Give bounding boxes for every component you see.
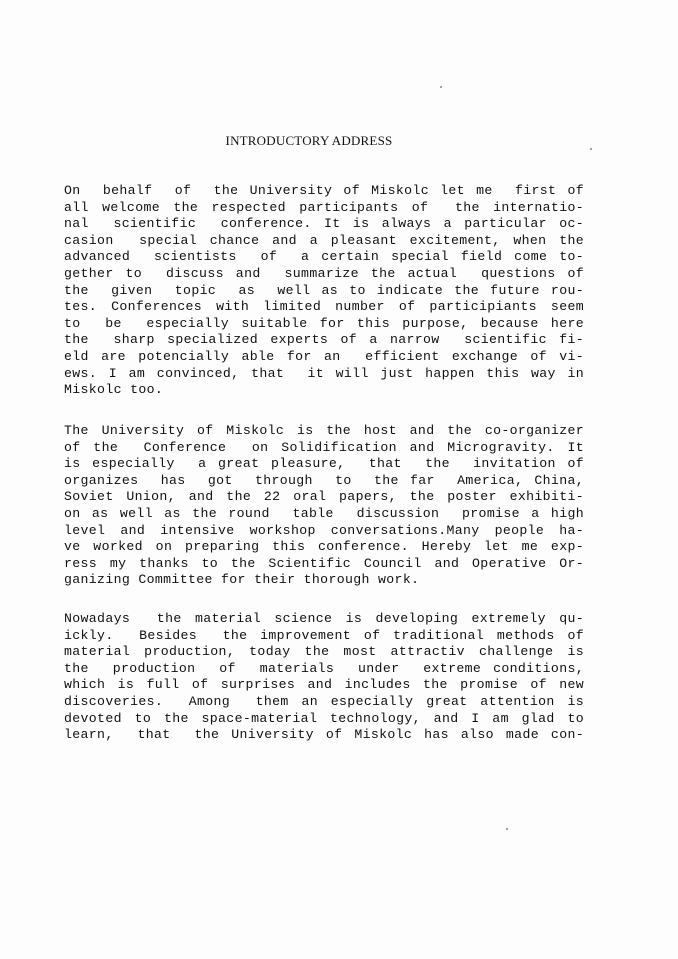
text-line: On behalf of the University of Miskolc let me first of	[64, 183, 584, 198]
text-line: Soviet Union, and the 22 oral papers, the poster exhibiti-	[64, 489, 584, 505]
text-line: discoveries. Among them an especially great attention is	[64, 693, 584, 709]
text-line: which is full of surprises and includes the promise of new	[64, 677, 584, 693]
text-line: on as well as the round table discussion promise a high	[64, 505, 584, 521]
text-line: is especially a great pleasure, that the invitation of	[64, 456, 584, 472]
text-line: ganizing Committee for their thorough work.	[64, 572, 420, 588]
text-line: eld are potencially able for an efficient exchange of vi-	[64, 348, 584, 364]
text-line: material production, today the most attractiv challenge is	[64, 644, 584, 660]
text-line: to be especially suitable for this purpose, because here	[64, 315, 584, 331]
paragraph-1	[64, 183, 584, 399]
text-line: all welcome the respected participants of the internatio-	[64, 199, 584, 215]
text-line: learn, that the University of Miskolc has also made con-	[64, 727, 584, 743]
paragraph-3	[64, 611, 584, 744]
text-line: gether to discuss and summarize the actual questions of	[64, 265, 584, 281]
text-line: ress my thanks to the Scientific Council and Operative Or-	[64, 555, 584, 571]
text-line: ickly. Besides the improvement of traditional methods of	[64, 627, 584, 643]
text-line: casion special chance and a pleasant excitement, when the	[64, 232, 584, 248]
text-line: ve worked on preparing this conference. Hereby let me exp-	[64, 539, 584, 555]
text-line: devoted to the space-material technology, and I am glad to	[64, 710, 584, 726]
scan-speck	[506, 828, 508, 830]
text-line: Miskolc too.	[64, 382, 164, 398]
text-line: organizes has got through to the far America, China,	[64, 472, 584, 488]
scan-speck	[590, 148, 592, 150]
text-line: The University of Miskolc is the host and the co-organizer	[64, 423, 584, 438]
text-line: nal scientific conference. It is always a particular oc-	[64, 216, 584, 232]
text-line: the production of materials under extreme conditions,	[64, 660, 584, 676]
text-line: level and intensive workshop conversations.Many people ha-	[64, 522, 584, 538]
text-line: the sharp specialized experts of a narrow scientific fi-	[64, 332, 584, 348]
text-line: ews. I am convinced, that it will just happen this way in	[64, 365, 584, 381]
page-title: INTRODUCTORY ADDRESS	[225, 133, 393, 148]
scan-speck	[440, 86, 442, 88]
paragraph-2	[64, 423, 584, 589]
text-line: the given topic as well as to indicate the future rou-	[64, 282, 584, 298]
text-line: advanced scientists of a certain special field come to-	[64, 249, 584, 265]
text-line: of the Conference on Solidification and Microgravity. It	[64, 439, 584, 455]
text-line: Nowadays the material science is developing extremely qu-	[64, 611, 584, 626]
text-line: tes. Conferences with limited number of participiants seem	[64, 299, 584, 315]
